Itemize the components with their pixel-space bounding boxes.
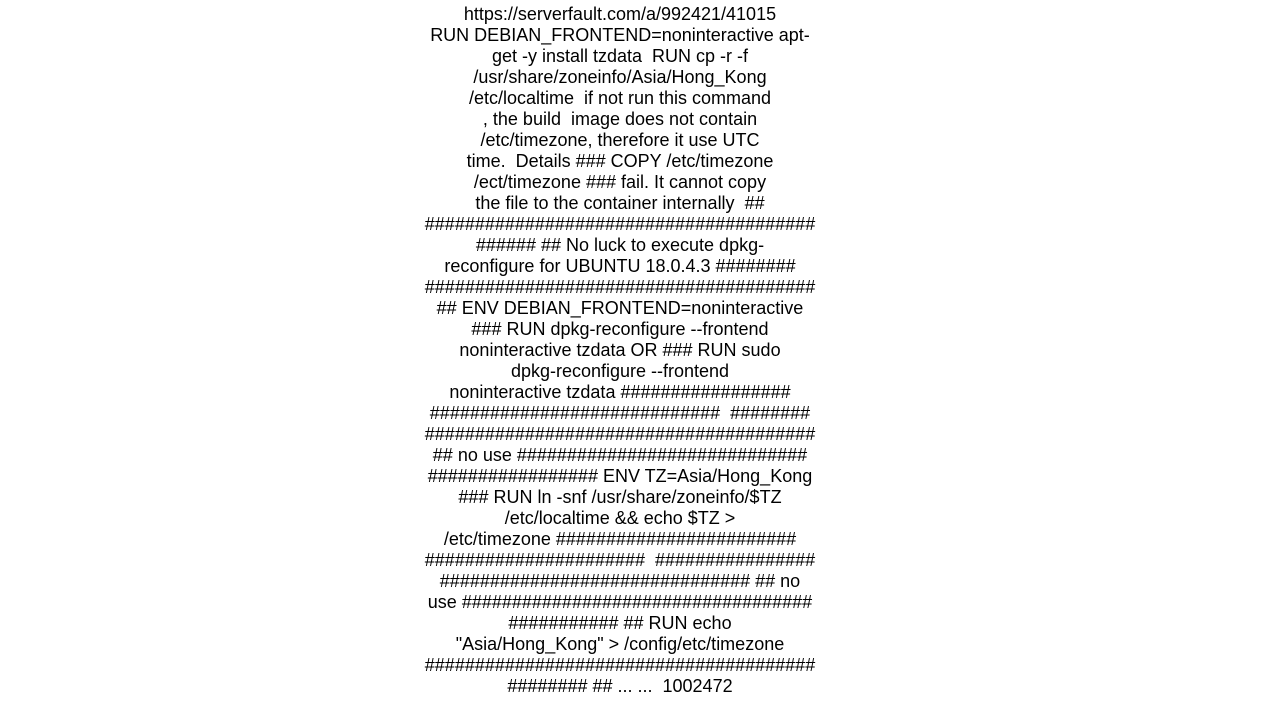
text-line: RUN DEBIAN_FRONTEND=noninteractive apt-	[430, 25, 810, 45]
text-line: https://serverfault.com/a/992421/41015	[463, 4, 777, 24]
text-line: #######################################	[424, 655, 816, 675]
text-line: noninteractive tzdata #################	[449, 382, 791, 402]
text-line: #######################################	[424, 277, 816, 297]
text-line: get -y install tzdata RUN cp -r -f	[491, 46, 749, 66]
text-line: ########### ## RUN echo	[508, 613, 732, 633]
text-line: ## ENV DEBIAN_FRONTEND=noninteractive	[436, 298, 804, 318]
text-line: ######## ## ... ... 1002472	[507, 676, 733, 696]
text-line: ## no use #############################	[432, 445, 808, 465]
text-line: noninteractive tzdata OR ### RUN sudo	[459, 340, 781, 360]
text-line: ################# ENV TZ=Asia/Hong_Kong	[427, 466, 813, 486]
text-line: reconfigure for UBUNTU 18.0.4.3 ########	[444, 256, 796, 276]
text-line: /ect/timezone ### fail. It cannot copy	[473, 172, 767, 192]
document-text	[400, 4, 840, 697]
text-line: time. Details ### COPY /etc/timezone	[466, 151, 774, 171]
text-line: ### RUN dpkg-reconfigure --frontend	[471, 319, 769, 339]
text-line: #######################################	[424, 214, 816, 234]
text-line: ### RUN ln -snf /usr/share/zoneinfo/$TZ	[458, 487, 782, 507]
text-line: #######################################	[424, 424, 816, 444]
text-line: /etc/localtime && echo $TZ >	[504, 508, 736, 528]
text-line: /etc/timezone, therefore it use UTC	[480, 130, 760, 150]
text-line: /etc/timezone ########################	[443, 529, 797, 549]
text-line: "Asia/Hong_Kong" > /config/etc/timezone	[455, 634, 785, 654]
text-line: use ###################################	[427, 592, 813, 612]
text-line: , the build image does not contain	[482, 109, 758, 129]
text-line: /etc/localtime if not run this command	[468, 88, 772, 108]
text-line: the file to the container internally ##	[475, 193, 765, 213]
text-line: /usr/share/zoneinfo/Asia/Hong_Kong	[473, 67, 767, 87]
text-line: ############################### ## no	[439, 571, 801, 591]
text-line: ###### ## No luck to execute dpkg-	[475, 235, 765, 255]
text-line: ############################# ########	[429, 403, 811, 423]
text-line: ###################### ################	[424, 550, 816, 570]
text-line: dpkg-reconfigure --frontend	[510, 361, 730, 381]
